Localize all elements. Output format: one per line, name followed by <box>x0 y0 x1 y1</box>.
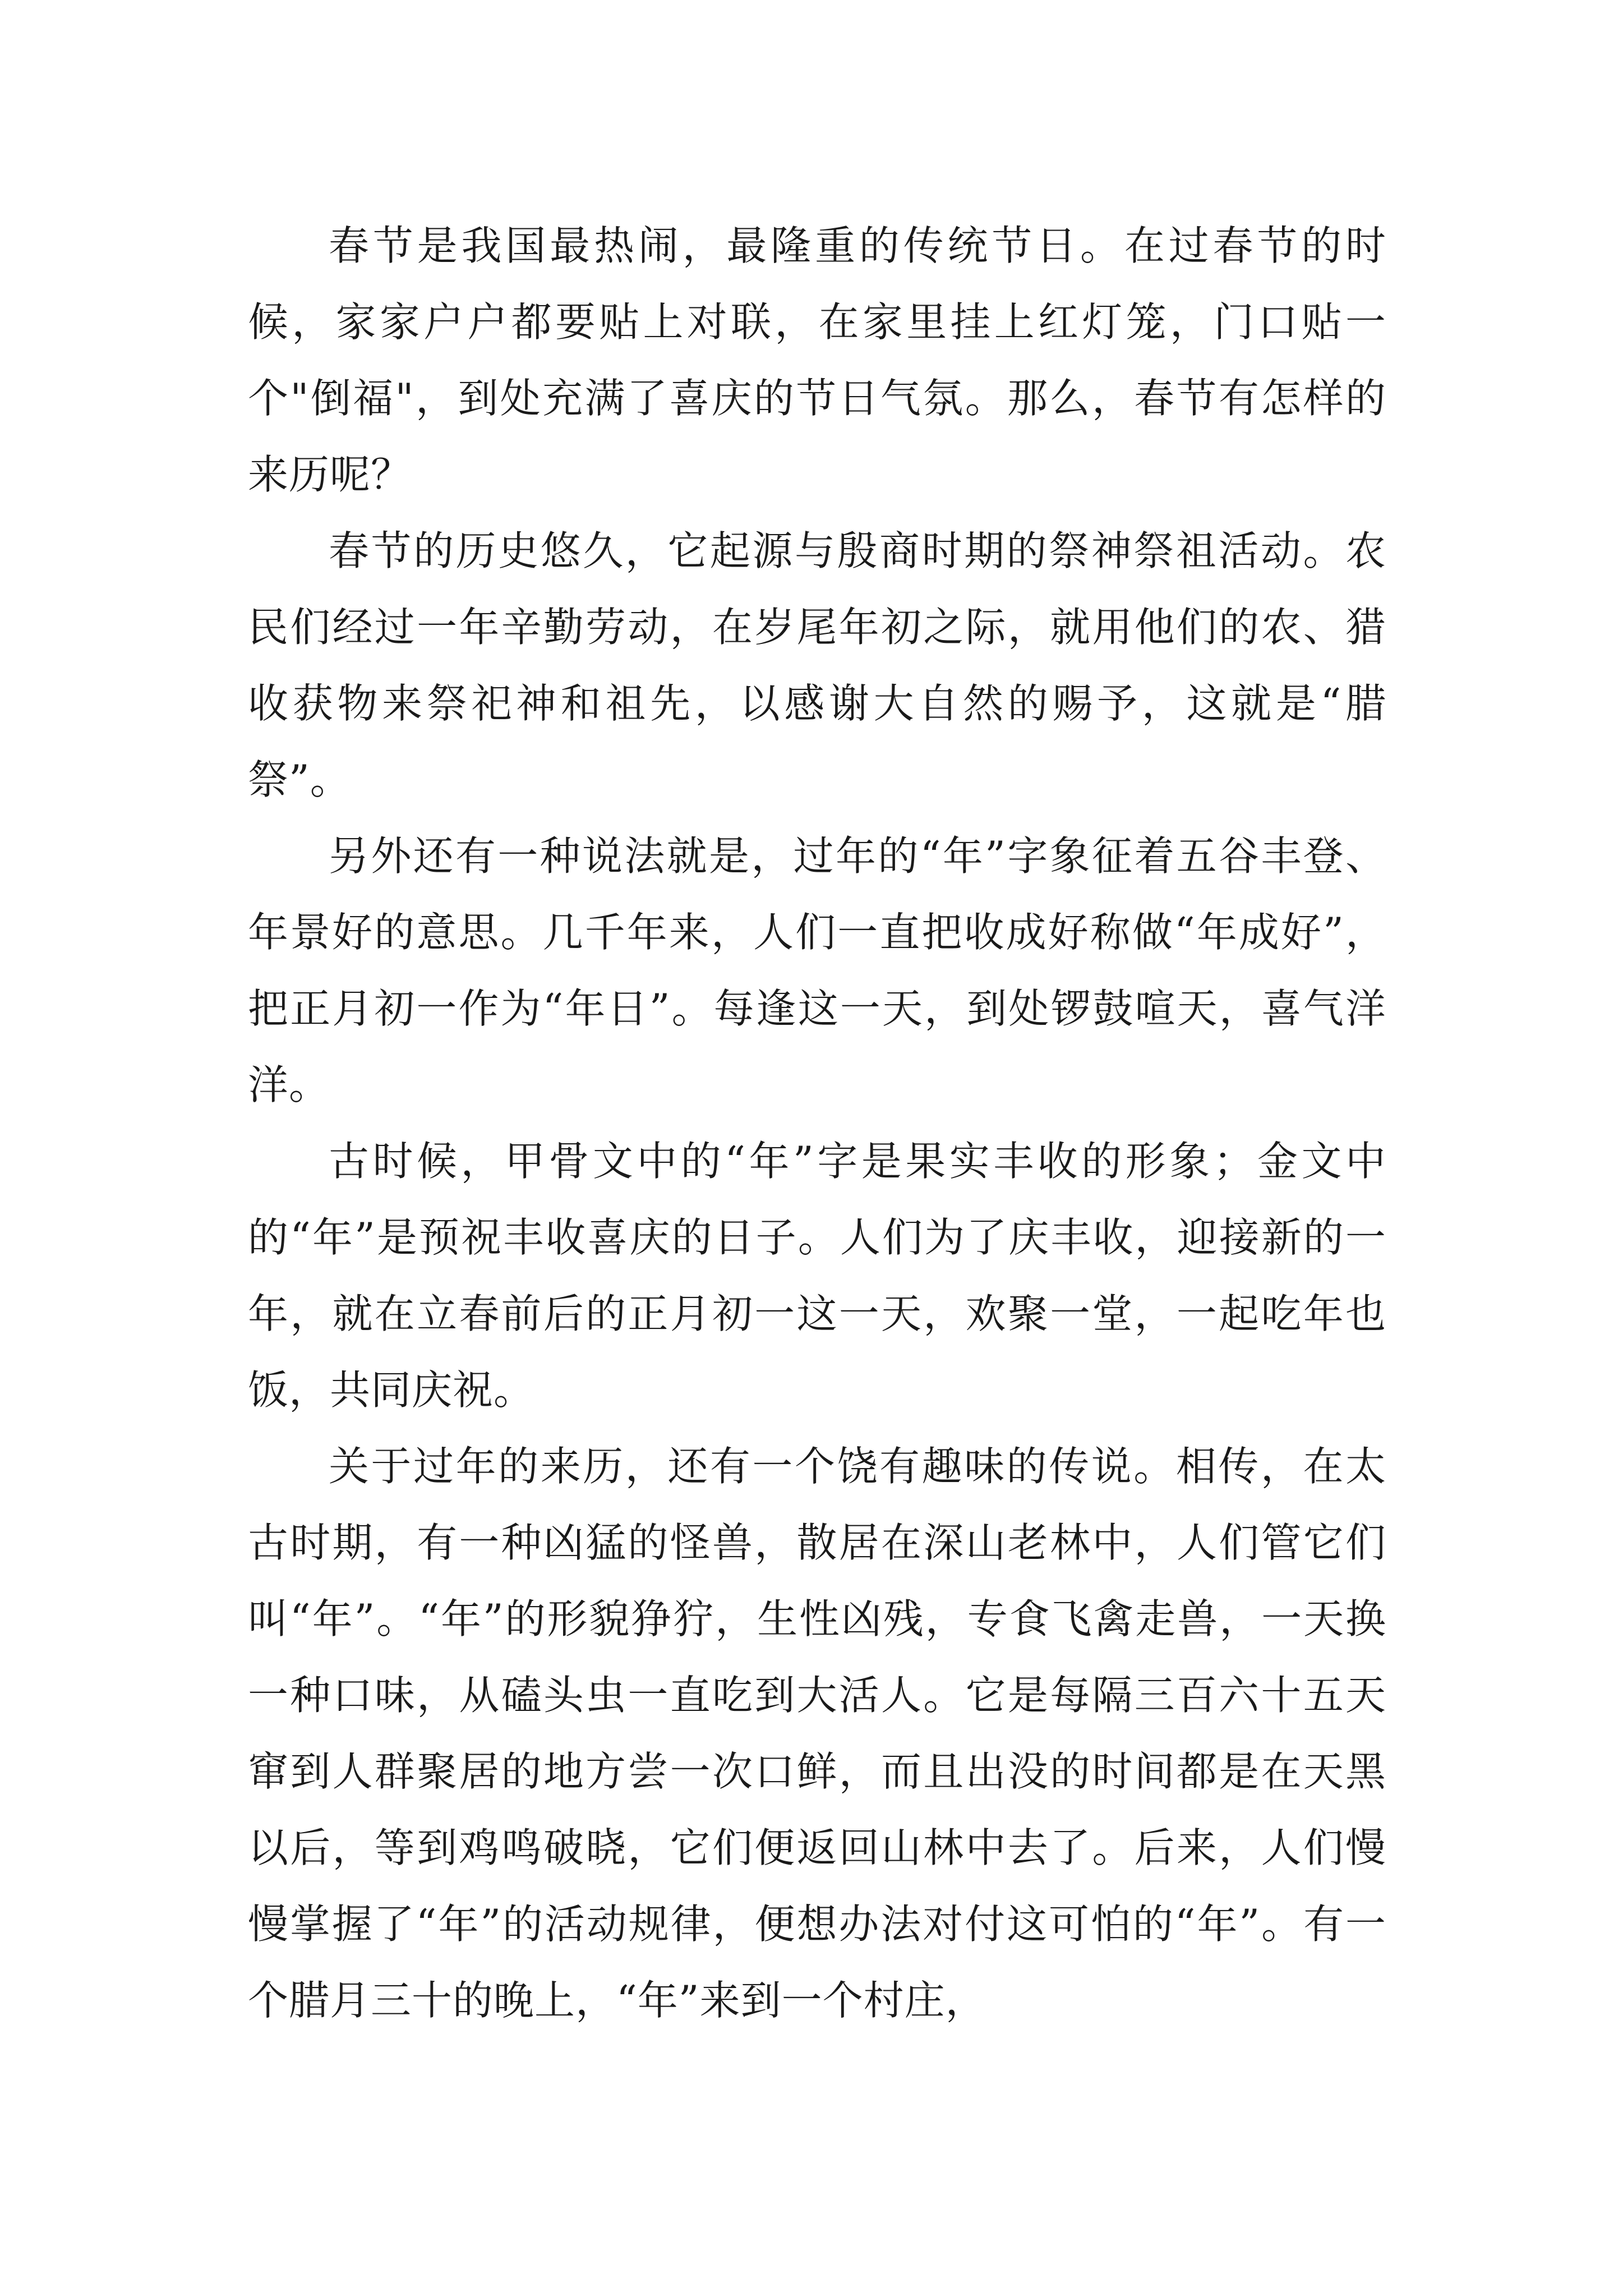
paragraph-1: 春节是我国最热闹，最隆重的传统节日。在过春节的时候，家家户户都要贴上对联，在家里挂上红灯笼，门口贴一个"倒福"，到处充满了喜庆的节日气氛。那么，春节有怎样的来历呢？ <box>248 222 1386 498</box>
paragraph-5: 关于过年的来历，还有一个饶有趣味的传说。相传，在太古时期，有一种凶猛的怪兽，散居在深山老林中，人们管它们叫“年”。“年”的形貌狰狞，生性凶残，专食飞禽走兽，一天换一种口味，从磕头虫一直吃到大活人。它是每隔三百六十五天窜到人群聚居的地方尝一次口鲜，而且出没的时间都是在天黑以后，等到鸡鸣破晓，它们便返回山林中去了。后来，人们慢慢掌握了“年”的活动规律，便想办法对付这可怕的“年”。有一个腊月三十的晚上，“年”来到一个村庄， <box>248 1443 1386 2024</box>
paragraph-3: 另外还有一种说法就是，过年的“年”字象征着五谷丰登、年景好的意思。几千年来，人们一直把收成好称做“年成好”，把正月初一作为“年日”。每逢这一天，到处锣鼓喧天，喜气洋洋。 <box>248 832 1386 1108</box>
paragraph-4: 古时候，甲骨文中的“年”字是果实丰收的形象；金文中的“年”是预祝丰收喜庆的日子。人们为了庆丰收，迎接新的一年，就在立春前后的正月初一这一天，欢聚一堂，一起吃年也饭，共同庆祝。 <box>248 1138 1386 1414</box>
paragraph-2: 春节的历史悠久，它起源与殷商时期的祭神祭祖活动。农民们经过一年辛勤劳动，在岁尾年初之际，就用他们的农、猎收获物来祭祀神和祖先，以感谢大自然的赐予，这就是“腊祭”。 <box>248 527 1386 803</box>
document-body <box>248 208 1386 2039</box>
